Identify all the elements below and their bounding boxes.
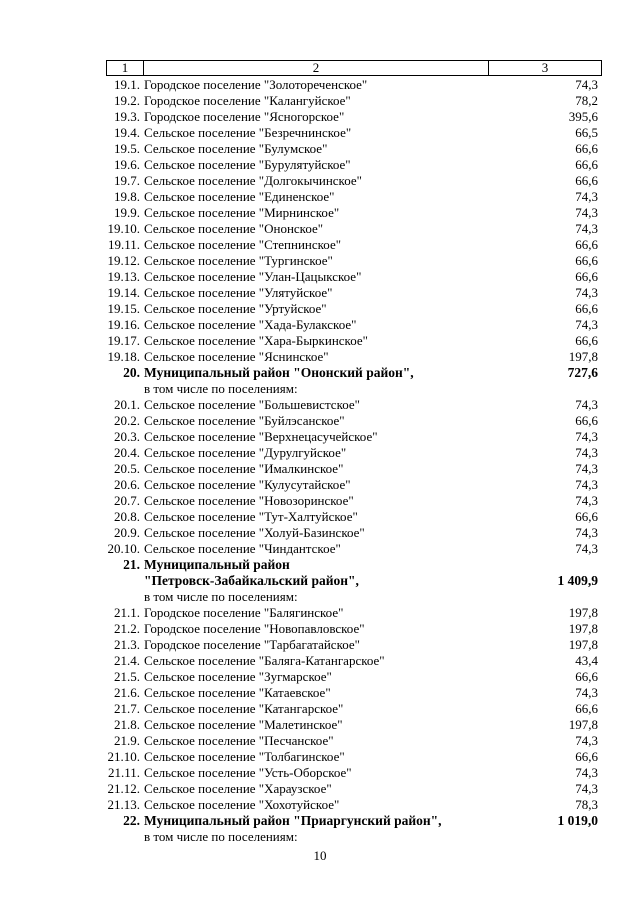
row-name: Сельское поселение "Новозоринское" xyxy=(144,493,354,508)
table-row xyxy=(106,749,602,765)
row-number: 19.13. xyxy=(107,269,140,284)
table-row xyxy=(106,157,602,173)
table-row xyxy=(106,621,602,637)
row-name: "Петровск-Забайкальский район", xyxy=(144,573,359,588)
row-value: 74,3 xyxy=(575,765,598,780)
row-number: 19.2. xyxy=(114,93,140,108)
row-number: 20.6. xyxy=(114,477,140,492)
row-number: 19.18. xyxy=(107,349,140,364)
row-name: Городское поселение "Ясногорское" xyxy=(144,109,345,124)
row-value: 66,6 xyxy=(575,413,598,428)
table-row xyxy=(106,189,602,205)
row-value: 66,6 xyxy=(575,141,598,156)
row-value: 74,3 xyxy=(575,397,598,412)
row-number: 21.13. xyxy=(107,797,140,812)
row-value: 66,6 xyxy=(575,301,598,316)
row-number: 19.14. xyxy=(107,285,140,300)
row-name: Городское поселение "Балягинское" xyxy=(144,605,344,620)
row-value: 74,3 xyxy=(575,493,598,508)
row-name: Сельское поселение "Зугмарское" xyxy=(144,669,332,684)
row-number: 19.8. xyxy=(114,189,140,204)
table-row xyxy=(106,333,602,349)
row-name: Сельское поселение "Улан-Цацыкское" xyxy=(144,269,362,284)
row-value: 74,3 xyxy=(575,685,598,700)
row-value: 197,8 xyxy=(568,605,598,620)
table-row xyxy=(106,429,602,445)
table-row xyxy=(106,221,602,237)
row-name: Сельское поселение "Булумское" xyxy=(144,141,328,156)
table-row xyxy=(106,77,602,93)
row-value: 66,6 xyxy=(575,237,598,252)
row-number: 20.9. xyxy=(114,525,140,540)
row-value: 43,4 xyxy=(575,653,598,668)
row-name: Сельское поселение "Безречнинское" xyxy=(144,125,352,140)
table-row xyxy=(106,589,602,605)
row-value: 78,3 xyxy=(575,797,598,812)
table-row xyxy=(106,669,602,685)
row-number: 21.12. xyxy=(107,781,140,796)
row-name: Сельское поселение "Верхнецасучейское" xyxy=(144,429,378,444)
row-value: 74,3 xyxy=(575,477,598,492)
row-number: 19.9. xyxy=(114,205,140,220)
row-name: Сельское поселение "Хохотуйское" xyxy=(144,797,340,812)
row-number: 20.2. xyxy=(114,413,140,428)
row-number: 21.7. xyxy=(114,701,140,716)
row-number: 21.8. xyxy=(114,717,140,732)
row-name: в том числе по поселениям: xyxy=(144,829,298,844)
page-number: 10 xyxy=(313,848,327,863)
table-row xyxy=(106,301,602,317)
row-number: 22. xyxy=(123,813,140,828)
row-name: Сельское поселение "Ононское" xyxy=(144,221,324,236)
row-name: Сельское поселение "Мирнинское" xyxy=(144,205,340,220)
row-number: 21.10. xyxy=(107,749,140,764)
table-row xyxy=(106,685,602,701)
row-number: 19.12. xyxy=(107,253,140,268)
row-number: 19.7. xyxy=(114,173,140,188)
row-value: 74,3 xyxy=(575,205,598,220)
table-row xyxy=(106,205,602,221)
row-number: 20. xyxy=(123,365,140,380)
table-row xyxy=(106,557,602,573)
row-name: Городское поселение "Тарбагатайское" xyxy=(144,637,360,652)
row-value: 1 409,9 xyxy=(557,573,598,588)
table-row xyxy=(106,173,602,189)
table-row xyxy=(106,237,602,253)
row-number: 20.5. xyxy=(114,461,140,476)
table-row xyxy=(106,381,602,397)
row-name: Сельское поселение "Холуй-Базинское" xyxy=(144,525,365,540)
row-name: Муниципальный район "Приаргунский район", xyxy=(144,813,442,828)
header-col-3: 3 xyxy=(541,60,549,75)
row-name: Сельское поселение "Хара-Быркинское" xyxy=(144,333,368,348)
row-number: 19.3. xyxy=(114,109,140,124)
table-row xyxy=(106,461,602,477)
row-number: 21.1. xyxy=(114,605,140,620)
table-row xyxy=(106,765,602,781)
row-number: 21.9. xyxy=(114,733,140,748)
row-number: 20.1. xyxy=(114,397,140,412)
row-name: Сельское поселение "Чиндантское" xyxy=(144,541,341,556)
row-name: в том числе по поселениям: xyxy=(144,589,298,604)
table-row xyxy=(106,397,602,413)
row-name: Сельское поселение "Яснинское" xyxy=(144,349,329,364)
table-row xyxy=(106,365,602,381)
row-name: Сельское поселение "Тут-Халтуйское" xyxy=(144,509,358,524)
row-value: 74,3 xyxy=(575,445,598,460)
table-row xyxy=(106,781,602,797)
row-name: Городское поселение "Новопавловское" xyxy=(144,621,365,636)
row-number: 19.6. xyxy=(114,157,140,172)
row-value: 66,6 xyxy=(575,749,598,764)
row-name: Сельское поселение "Дурулгуйское" xyxy=(144,445,347,460)
table-row xyxy=(106,797,602,813)
row-number: 19.4. xyxy=(114,125,140,140)
table-row xyxy=(106,109,602,125)
row-value: 197,8 xyxy=(568,621,598,636)
table-row xyxy=(106,253,602,269)
row-name: Сельское поселение "Толбагинское" xyxy=(144,749,345,764)
table-row xyxy=(106,573,602,589)
row-name: Сельское поселение "Катаевское" xyxy=(144,685,331,700)
row-value: 74,3 xyxy=(575,733,598,748)
row-number: 21.4. xyxy=(114,653,140,668)
row-name: Сельское поселение "Песчанское" xyxy=(144,733,334,748)
table-row xyxy=(106,509,602,525)
row-name: Сельское поселение "Единенское" xyxy=(144,189,335,204)
row-name: Сельское поселение "Катангарское" xyxy=(144,701,344,716)
table-row xyxy=(106,637,602,653)
row-name: Сельское поселение "Хараузское" xyxy=(144,781,332,796)
row-number: 21.2. xyxy=(114,621,140,636)
row-number: 19.11. xyxy=(107,237,140,252)
header-col-2: 2 xyxy=(144,61,489,75)
row-value: 66,6 xyxy=(575,173,598,188)
row-value: 74,3 xyxy=(575,285,598,300)
table-row xyxy=(106,525,602,541)
row-value: 74,3 xyxy=(575,221,598,236)
row-value: 78,2 xyxy=(575,93,598,108)
table-row xyxy=(106,93,602,109)
row-value: 66,6 xyxy=(575,253,598,268)
header-col-1: 1 xyxy=(107,61,144,75)
row-value: 74,3 xyxy=(575,781,598,796)
row-name: Сельское поселение "Большевистское" xyxy=(144,397,360,412)
row-name: Сельское поселение "Хада-Булакское" xyxy=(144,317,357,332)
row-number: 20.8. xyxy=(114,509,140,524)
row-number: 19.10. xyxy=(107,221,140,236)
table-row xyxy=(106,541,602,557)
table-body xyxy=(106,77,602,845)
row-value: 74,3 xyxy=(575,317,598,332)
row-name: Сельское поселение "Баляга-Катангарское" xyxy=(144,653,385,668)
row-number: 20.10. xyxy=(107,541,140,556)
row-name: Сельское поселение "Малетинское" xyxy=(144,717,343,732)
row-number: 19.15. xyxy=(107,301,140,316)
row-name: Городское поселение "Калангуйское" xyxy=(144,93,351,108)
row-value: 66,6 xyxy=(575,509,598,524)
table-row xyxy=(106,605,602,621)
row-number: 21. xyxy=(123,557,140,572)
row-number: 19.17. xyxy=(107,333,140,348)
row-name: Муниципальный район xyxy=(144,557,290,572)
row-value: 395,6 xyxy=(568,109,598,124)
row-name: Сельское поселение "Уртуйское" xyxy=(144,301,327,316)
table-row xyxy=(106,733,602,749)
table-header xyxy=(106,60,602,76)
row-number: 21.6. xyxy=(114,685,140,700)
table-row xyxy=(106,445,602,461)
row-value: 1 019,0 xyxy=(557,813,598,828)
row-number: 20.3. xyxy=(114,429,140,444)
row-name: Сельское поселение "Бурулятуйское" xyxy=(144,157,351,172)
row-value: 74,3 xyxy=(575,461,598,476)
row-number: 21.11. xyxy=(107,765,140,780)
row-name: Муниципальный район "Ононский район", xyxy=(144,365,414,380)
row-value: 727,6 xyxy=(567,365,598,380)
table-row xyxy=(106,493,602,509)
row-value: 74,3 xyxy=(575,429,598,444)
row-name: Сельское поселение "Буйлэсанское" xyxy=(144,413,345,428)
row-number: 21.5. xyxy=(114,669,140,684)
table-row xyxy=(106,477,602,493)
row-value: 74,3 xyxy=(575,189,598,204)
table-row xyxy=(106,349,602,365)
table-row xyxy=(106,125,602,141)
row-name: Городское поселение "Золотореченское" xyxy=(144,77,368,92)
row-value: 66,6 xyxy=(575,269,598,284)
table-row xyxy=(106,829,602,845)
row-value: 66,6 xyxy=(575,333,598,348)
row-name: Сельское поселение "Усть-Оборское" xyxy=(144,765,352,780)
table-row xyxy=(106,141,602,157)
row-number: 20.4. xyxy=(114,445,140,460)
table-row xyxy=(106,269,602,285)
row-value: 197,8 xyxy=(568,637,598,652)
row-name: Сельское поселение "Степнинское" xyxy=(144,237,342,252)
table-row xyxy=(106,317,602,333)
row-value: 66,6 xyxy=(575,701,598,716)
row-name: Сельское поселение "Кулусутайское" xyxy=(144,477,351,492)
table-row xyxy=(106,813,602,829)
row-name: Сельское поселение "Тургинское" xyxy=(144,253,333,268)
row-value: 197,8 xyxy=(568,717,598,732)
row-value: 74,3 xyxy=(575,525,598,540)
table-row xyxy=(106,701,602,717)
row-name: в том числе по поселениям: xyxy=(144,381,298,396)
row-number: 20.7. xyxy=(114,493,140,508)
row-number: 19.16. xyxy=(107,317,140,332)
row-value: 74,3 xyxy=(575,77,598,92)
row-value: 66,5 xyxy=(575,125,598,140)
row-number: 19.1. xyxy=(114,77,140,92)
row-name: Сельское поселение "Ималкинское" xyxy=(144,461,344,476)
table-row xyxy=(106,285,602,301)
row-value: 197,8 xyxy=(568,349,598,364)
row-number: 19.5. xyxy=(114,141,140,156)
table-row xyxy=(106,653,602,669)
table-row xyxy=(106,717,602,733)
row-value: 74,3 xyxy=(575,541,598,556)
row-name: Сельское поселение "Улятуйское" xyxy=(144,285,333,300)
row-number: 21.3. xyxy=(114,637,140,652)
table-row xyxy=(106,413,602,429)
row-name: Сельское поселение "Долгокычинское" xyxy=(144,173,362,188)
row-value: 66,6 xyxy=(575,669,598,684)
row-value: 66,6 xyxy=(575,157,598,172)
